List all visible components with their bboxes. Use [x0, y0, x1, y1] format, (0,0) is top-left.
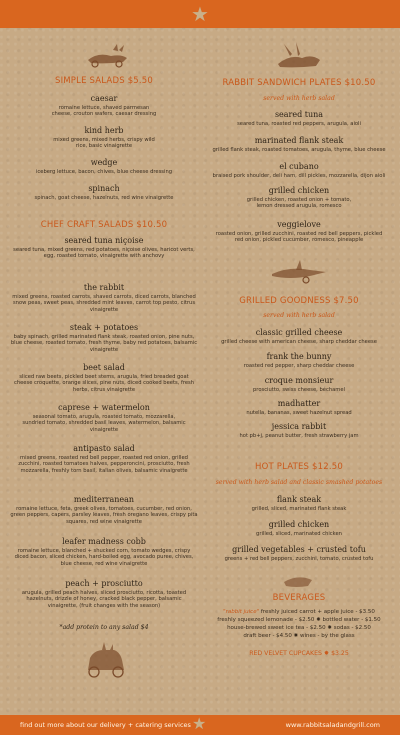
car-illustration — [80, 640, 130, 680]
beverage-line: house-brewed sweet ice tea - $2.50 ✸ sodas - $2.50 — [227, 625, 371, 631]
bottom-bar — [0, 715, 400, 735]
item-desc: grilled, sliced, marinated chicken — [256, 531, 342, 537]
item-desc: seared tuna, mixed greens, red potatoes, niçoise olives, haricot verts, egg, roasted tomato, vinaigrette with anchovy — [13, 247, 195, 260]
menu-item — [8, 236, 200, 260]
menu-item — [206, 328, 392, 345]
item-desc: spinach, goat cheese, hazelnuts, red wine vinaigrette — [34, 195, 174, 201]
item-name: classic grilled cheese — [255, 328, 343, 337]
item-desc: hot pb+j, peanut butter, fresh strawberry jam — [239, 433, 359, 439]
item-name: seared tuna — [274, 110, 324, 119]
item-desc: nutella, bananas, sweet hazelnut spread — [246, 410, 352, 416]
menu-item — [206, 220, 392, 244]
menu-item — [8, 158, 200, 175]
item-name: mediterranean — [73, 495, 135, 504]
item-desc: roasted red pepper, sharp cheddar cheese — [243, 363, 355, 369]
menu-item — [8, 363, 200, 393]
item-name: madhatter — [277, 399, 321, 408]
section-subtitle: served with herb salad and classic smashed potatoes — [215, 479, 383, 486]
rabbit-illustration — [266, 258, 332, 286]
item-name: grilled vegetables + crusted tofu — [232, 545, 366, 554]
menu-item — [206, 352, 392, 369]
rabbit-illustration — [83, 42, 133, 68]
menu-item — [206, 495, 392, 512]
menu-item — [206, 422, 392, 439]
item-name: seared tuna niçoise — [64, 236, 144, 245]
item-name: grilled chicken — [268, 520, 330, 529]
menu-item — [8, 283, 200, 313]
section-title-beverages: BEVERAGES — [272, 593, 326, 603]
item-name: caprese + watermelon — [58, 403, 150, 412]
rabbit-illustration — [272, 40, 326, 72]
item-desc: seared tuna, roasted red peppers, arugula, aioli — [237, 121, 361, 127]
menu-item — [8, 537, 200, 567]
section-title-rabbit-sandwich: RABBIT SANDWICH PLATES $10.50 — [222, 78, 376, 88]
item-desc: grilled cheese with american cheese, sharp cheddar cheese — [221, 339, 377, 345]
item-name: steak + potatoes — [69, 323, 139, 332]
section-subtitle: served with herb salad — [263, 312, 335, 319]
menu-item — [206, 162, 392, 179]
item-name: croque monsieur — [264, 376, 334, 385]
rabbit-illustration — [278, 568, 318, 590]
item-desc: arugula, grilled peach halves, sliced prosciutto, ricotta, toasted hazelnuts, drizzle of honey, cracked black pepper, balsamic vinaigrette, (fruit changes with the season) — [21, 590, 187, 609]
item-name: flank steak — [276, 495, 322, 504]
item-desc: greens + red bell peppers, zucchini, tomato, crusted tofu — [224, 556, 374, 562]
menu-item — [206, 376, 392, 393]
item-desc: sliced raw beets, pickled beet stems, arugula, fried breaded goat cheese croquette, orange slices, pine nuts, diced cooked beets, fresh herbs, citrus vinaigrette — [13, 374, 195, 393]
item-desc: baby spinach, grilled marinated flank steak, roasted onion, pine nuts, blue cheese, roasted tomato, fresh thyme, baby red potatoes, balsamic vinaigrette — [10, 334, 198, 353]
item-name: leafer madness cobb — [62, 537, 146, 546]
item-desc: mixed greens, mixed herbs, crispy wild rice, basic vinaigrette — [53, 137, 155, 150]
item-name: wedge — [90, 158, 118, 167]
beverage-line — [206, 608, 392, 616]
item-desc: seasonal tomato, arugula, roasted tomato, mozzarella, sundried tomato, shredded basil leaves, watermelon, balsamic vinaigrette — [22, 414, 186, 433]
item-desc: mixed greens, roasted carrots, shaved carrots, diced carrots, blanched snow peas, sweet peas, shredded mint leaves, carrot top pesto, citrus vinaigrette — [12, 294, 196, 313]
beverage-line: freshly squeezed lemonade - $2.50 ✸ bottled water - $1.50 — [217, 617, 381, 623]
item-name: el cubano — [279, 162, 319, 171]
menu-item — [8, 495, 200, 525]
item-name: beet salad — [83, 363, 125, 372]
menu-item — [206, 520, 392, 537]
item-name: marinated flank steak — [254, 136, 344, 145]
item-name: grilled chicken — [268, 186, 330, 195]
item-desc: prosciutto, swiss cheese, béchamel — [253, 387, 345, 393]
section-title-grilled-goodness: GRILLED GOODNESS $7.50 — [239, 296, 359, 306]
item-desc: romaine lettuce, blanched + shucked corn, tomato wedges, crispy diced bacon, sliced chicken, hard-boiled egg, avocado puree, chives, blue cheese, red wine vinaigrette — [14, 548, 194, 567]
section-title-chef-salads: CHEF CRAFT SALADS $10.50 — [40, 220, 168, 230]
star-icon: ★ — [191, 2, 209, 26]
menu-item — [206, 136, 392, 153]
item-name: jessica rabbit — [271, 422, 327, 431]
item-desc: grilled, sliced, marinated flank steak — [251, 506, 347, 512]
item-name: the rabbit — [83, 283, 125, 292]
menu-item — [8, 403, 200, 433]
menu-item — [8, 579, 200, 609]
beverage-line: draft beer - $4.50 ✸ wines - by the glass — [243, 633, 355, 639]
menu-item — [206, 186, 392, 210]
menu-item — [206, 545, 392, 562]
star-icon: ★ — [192, 714, 207, 733]
item-desc: grilled chicken, roasted onion + tomato, lemon dressed arugula, romesco — [246, 197, 352, 210]
rabbit-juice-label: "rabbit juice" — [223, 609, 260, 615]
protein-note: *add protein to any salad $4 — [59, 624, 149, 631]
menu-item — [8, 94, 200, 118]
item-name: antipasto salad — [73, 444, 135, 453]
delivery-catering-link[interactable]: find out more about our delivery + catering services — [20, 721, 191, 729]
menu-item — [8, 444, 200, 474]
menu-item — [206, 399, 392, 416]
menu-item — [8, 126, 200, 150]
menu-item — [8, 323, 200, 353]
menu-item — [8, 184, 200, 201]
item-desc: grilled flank steak, roasted tomatoes, arugula, thyme, blue cheese — [212, 147, 386, 153]
section-subtitle: served with herb salad — [263, 95, 335, 102]
item-desc: mixed greens, roasted red bell pepper, roasted red onion, grilled zucchini, roasted tomatoes halves, pepperoncini, prosciutto, fresh mozzarella, freshly torn basil, italian olives, balsamic vinaigrette — [18, 455, 190, 474]
item-name: caesar — [90, 94, 118, 103]
section-title-simple-salads: SIMPLE SALADS $5.50 — [54, 76, 154, 86]
beverage-text: freshly juiced carrot + apple juice - $3.50 — [259, 609, 375, 615]
item-desc: braised pork shoulder, deli ham, dill pickles, mozzarella, dijon aioli — [212, 173, 386, 179]
item-name: peach + prosciutto — [65, 579, 143, 588]
website-link[interactable]: www.rabbitsaladandgrill.com — [285, 721, 380, 729]
menu-item — [206, 110, 392, 127]
item-name: frank the bunny — [266, 352, 332, 361]
top-bar — [0, 0, 400, 28]
item-desc: romaine lettuce, feta, greek olives, tomatoes, cucumber, red onion, green peppers, capers, parsley leaves, fresh oregano leaves, crispy pita squares, red wine vinaigrette — [10, 506, 198, 525]
item-desc: iceberg lettuce, bacon, chives, blue cheese dressing — [35, 169, 173, 175]
item-desc: roasted onion, grilled zucchini, roasted red bell peppers, pickled red onion, pickled cucumber, romesco, pineapple — [215, 231, 383, 244]
item-name: spinach — [88, 184, 120, 193]
item-name: kind herb — [84, 126, 124, 135]
item-desc: romaine lettuce, shaved parmesan cheese, crouton wafers, caesar dressing — [51, 105, 157, 118]
item-name: veggielove — [277, 220, 321, 229]
section-title-hot-plates: HOT PLATES $12.50 — [255, 462, 343, 472]
cupcakes-line: RED VELVET CUPCAKES ✸ $3.25 — [249, 650, 349, 657]
